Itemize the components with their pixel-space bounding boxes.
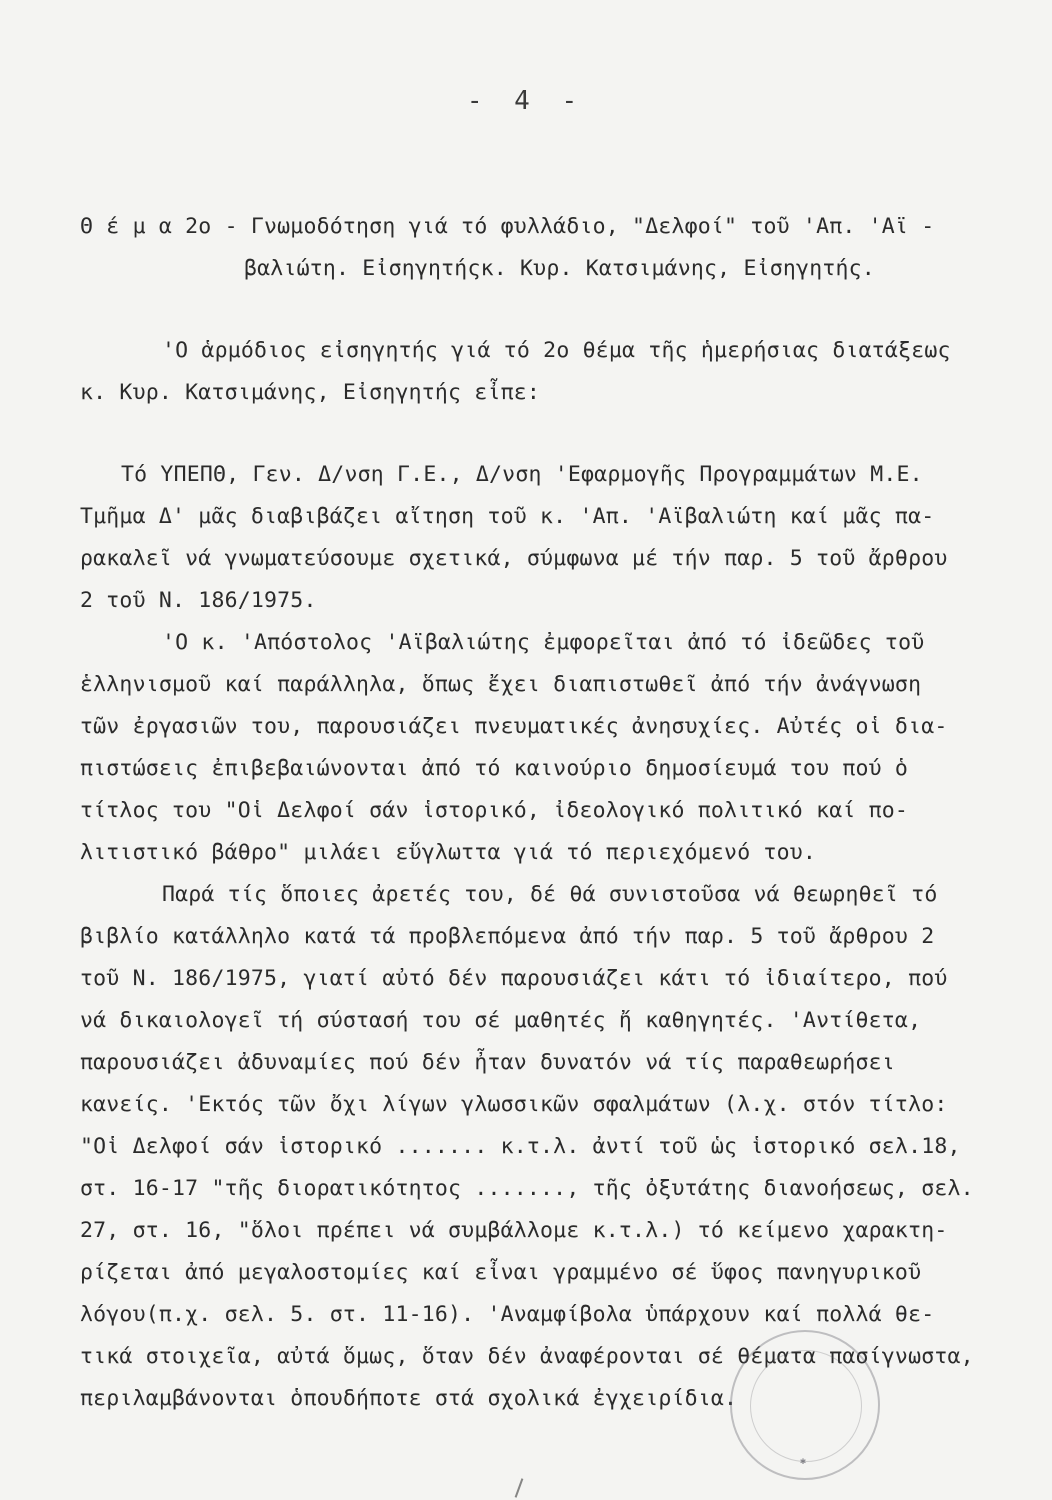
text-line: περιλαμβάνονται ὁπουδήποτε στά σχολικά ἐγχειρίδια. [80, 1386, 738, 1411]
text-line: τικά στοιχεῖα, αὐτά ὅμως, ὅταν δέν ἀναφέρονται σέ θέματα πασίγνωστα, [80, 1344, 974, 1369]
text-line: τοῦ Ν. 186/1975, γιατί αὐτό δέν παρουσιάζει κάτι τό ἰδιαίτερο, πού [80, 966, 948, 991]
text-line: ἑλληνισμοῦ καί παράλληλα, ὅπως ἔχει διαπιστωθεῖ ἀπό τήν ἀνάγνωση [80, 672, 922, 697]
pen-mark [515, 1478, 524, 1497]
text-line: 'Ο κ. 'Απόστολος 'Αϊβαλιώτης ἐμφορεῖται ἀπό τό ἰδεῶδες τοῦ [162, 630, 925, 655]
text-line: λόγου(π.χ. σελ. 5. στ. 11-16). 'Αναμφίβολα ὑπάρχουν καί πολλά θε- [80, 1302, 935, 1327]
text-line: βιβλίο κατάλληλο κατά τά προβλεπόμενα ἀπό τήν παρ. 5 τοῦ ἄρθρου 2 [80, 924, 935, 949]
text-line: ρακαλεῖ νά γνωματεύσουμε σχετικά, σύμφωνα μέ τήν παρ. 5 τοῦ ἄρθρου [80, 546, 948, 571]
star-icon: ✱ [800, 1456, 807, 1467]
text-line: 27, στ. 16, "ὅλοι πρέπει νά συμβάλλομε κ.τ.λ.) τό κείμενο χαρακτη- [80, 1218, 948, 1243]
official-stamp [730, 1330, 880, 1480]
text-line: Θ έ μ α 2ο - Γνωμοδότηση γιά τό φυλλάδιο, "Δελφοί" τοῦ 'Απ. 'Αϊ - [80, 214, 935, 239]
text-line: Παρά τίς ὅποιες ἀρετές του, δέ θά συνιστοῦσα νά θεωρηθεῖ τό [162, 882, 938, 907]
text-line: στ. 16-17 "τῆς διορατικότητος ......., τῆς ὀξυτάτης διανοήσεως, σελ. [80, 1176, 974, 1201]
text-line: βαλιώτη. Εἰσηγητήςκ. Κυρ. Κατσιμάνης, Εἰσηγητής. [244, 256, 875, 281]
text-line: Τό ΥΠΕΠΘ, Γεν. Δ/νση Γ.Ε., Δ/νση 'Εφαρμογῆς Προγραμμάτων Μ.Ε. [121, 462, 923, 487]
text-line: "Οἱ Δελφοί σάν ἱστορικό ....... κ.τ.λ. ἀντί τοῦ ὡς ἱστορικό σελ.18, [80, 1134, 961, 1159]
text-line: 'Ο ἁρμόδιος εἰσηγητής γιά τό 2ο θέμα τῆς ἡμερήσιας διατάξεως [162, 338, 951, 363]
text-line: κανείς. 'Εκτός τῶν ὄχι λίγων γλωσσικῶν σφαλμάτων (λ.χ. στόν τίτλο: [80, 1092, 948, 1117]
page-number: - 4 - [466, 86, 586, 116]
text-line: ρίζεται ἀπό μεγαλοστομίες καί εἶναι γραμμένο σέ ὕφος πανηγυρικοῦ [80, 1260, 922, 1285]
text-line: νά δικαιολογεῖ τή σύστασή του σέ μαθητές ἤ καθηγητές. 'Αντίθετα, [80, 1008, 922, 1033]
text-line: τῶν ἐργασιῶν του, παρουσιάζει πνευματικές ἀνησυχίες. Αὐτές οἱ δια- [80, 714, 948, 739]
text-line: Τμῆμα Δ' μᾶς διαβιβάζει αἴτηση τοῦ κ. 'Απ. 'Αϊβαλιώτη καί μᾶς πα- [80, 504, 935, 529]
text-line: τίτλος του "Οἱ Δελφοί σάν ἱστορικό, ἰδεολογικό πολιτικό καί πο- [80, 798, 909, 823]
text-line: κ. Κυρ. Κατσιμάνης, Εἰσηγητής εἶπε: [80, 380, 541, 405]
text-line: 2 τοῦ Ν. 186/1975. [80, 588, 317, 613]
text-line: λιτιστικό βάθρο" μιλάει εὔγλωττα γιά τό περιεχόμενό του. [80, 840, 817, 865]
text-line: παρουσιάζει ἀδυναμίες πού δέν ἦταν δυνατόν νά τίς παραθεωρήσει [80, 1050, 895, 1075]
text-line: πιστώσεις ἐπιβεβαιώνονται ἀπό τό καινούριο δημοσίευμά του πού ὁ [80, 756, 909, 781]
